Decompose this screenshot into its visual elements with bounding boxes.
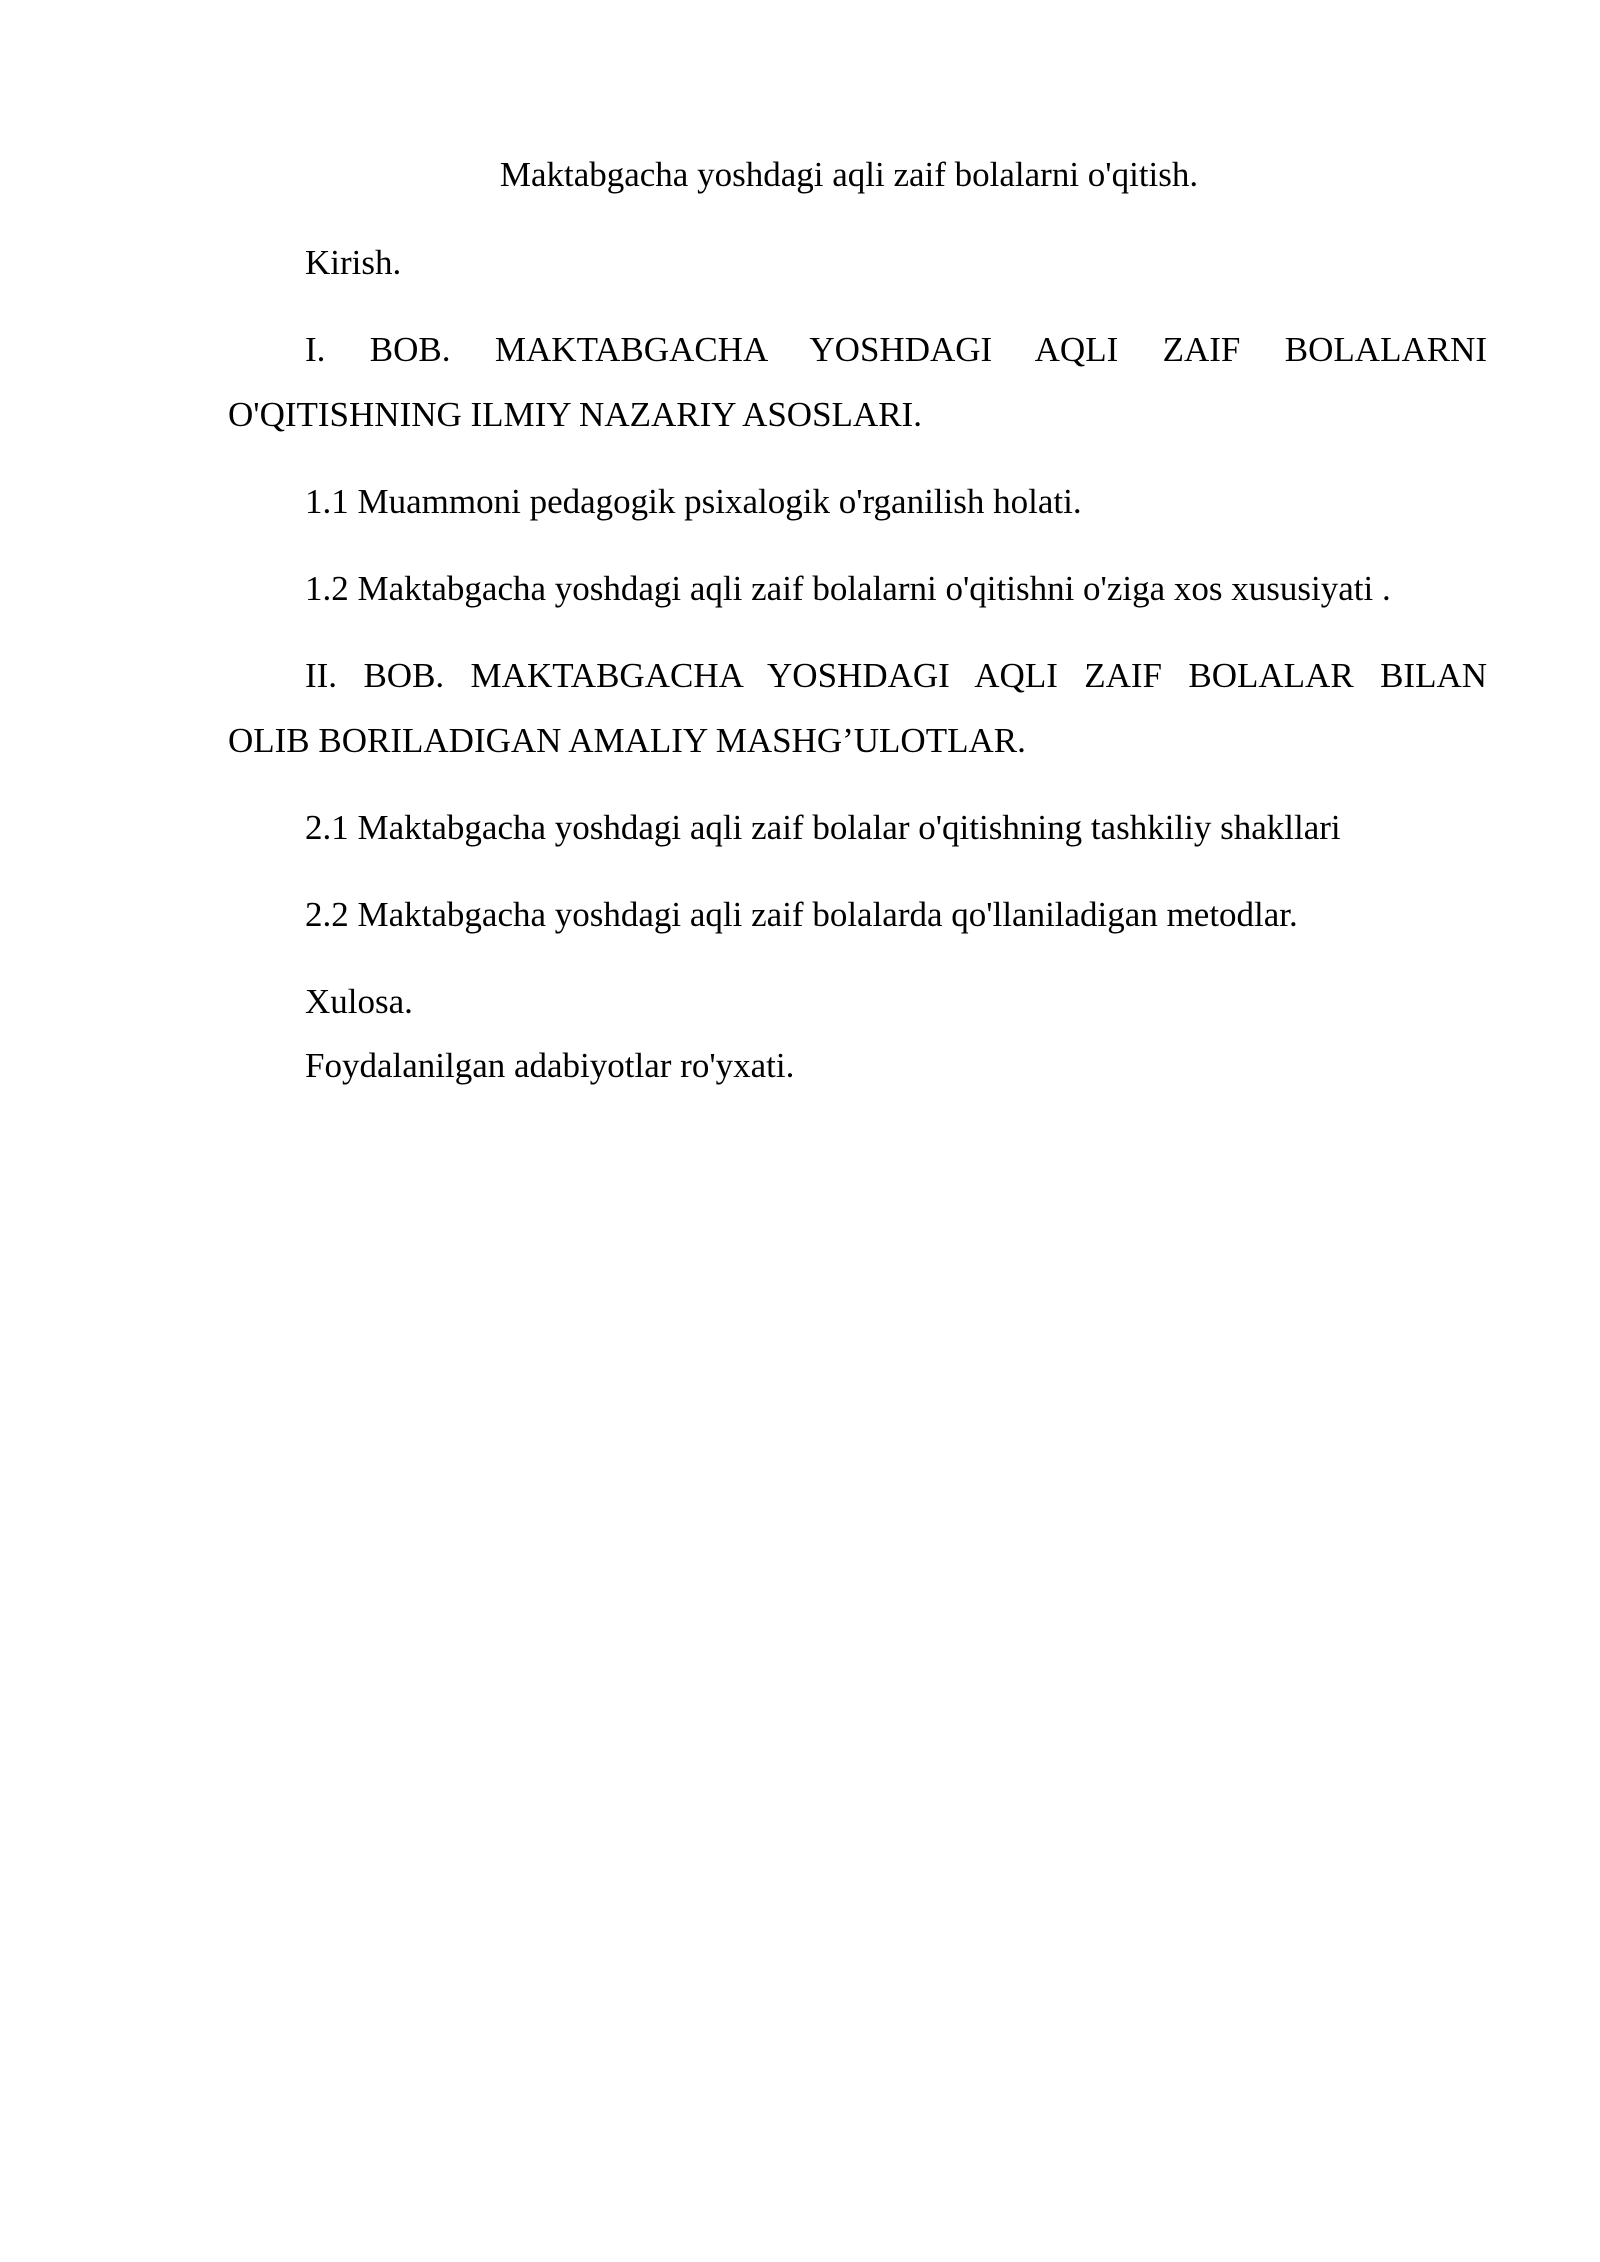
toc-conclusion: Xulosa.: [305, 982, 413, 1021]
toc-chapter-2-line-2: OLIB BORILADIGAN AMALIY MASHG’ULOTLAR.: [228, 721, 1026, 760]
toc-chapter-1-line-2: O'QITISHNING ILMIY NAZARIY ASOSLARI.: [228, 395, 922, 434]
toc-references: Foydalanilgan adabiyotlar ro'yxati.: [305, 1046, 795, 1085]
toc-intro: Kirish.: [305, 243, 402, 282]
toc-section-2-2: 2.2 Maktabgacha yoshdagi aqli zaif bolalarda qo'llaniladigan metodlar.: [305, 895, 1298, 934]
toc-chapter-2-line-1: II. BOB. MAKTABGACHA YOSHDAGI AQLI ZAIF BOLALAR BILAN: [305, 656, 1487, 695]
toc-section-2-1: 2.1 Maktabgacha yoshdagi aqli zaif bolalar o'qitishning tashkiliy shakllari: [305, 808, 1341, 847]
toc-section-1-1: 1.1 Muammoni pedagogik psixalogik o'rganilish holati.: [305, 482, 1082, 521]
toc-chapter-1-line-1: I. BOB. MAKTABGACHA YOSHDAGI AQLI ZAIF BOLALARNI: [305, 330, 1487, 369]
toc-section-1-2: 1.2 Maktabgacha yoshdagi aqli zaif bolalarni o'qitishni o'ziga xos xususiyati .: [305, 569, 1391, 608]
document-title: Maktabgacha yoshdagi aqli zaif bolalarni o'qitish.: [499, 155, 1199, 194]
